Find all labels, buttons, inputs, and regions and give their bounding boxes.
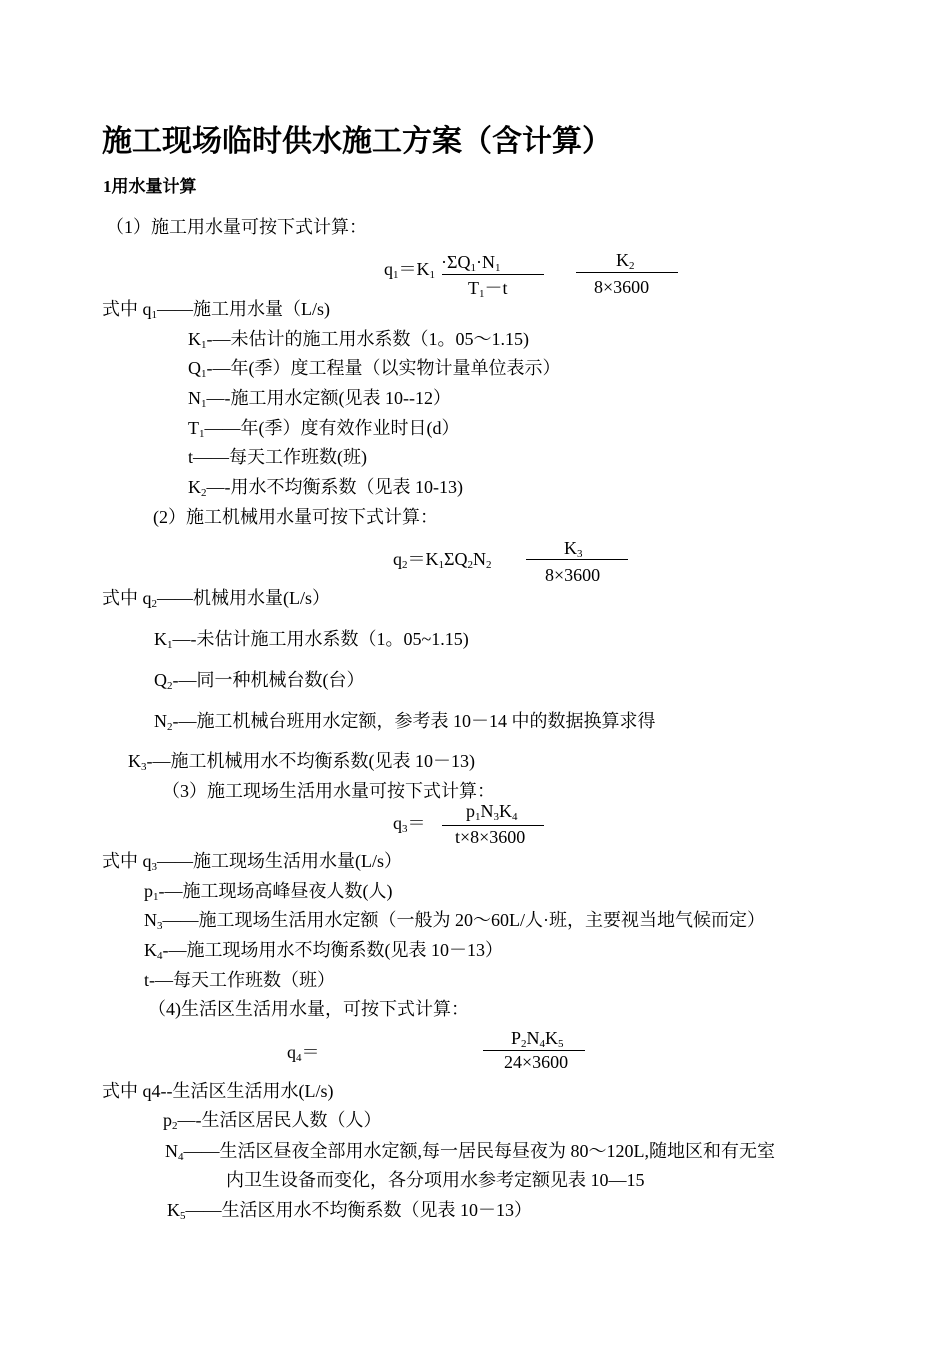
definition-line: $N_1—-$施工用水定额(见表 10--12） xyxy=(188,388,451,410)
formula-4-lhs: $q_4=$ xyxy=(287,1042,320,1064)
definition-line: $T_1——$年(季）度有效作业时日(d） xyxy=(188,418,460,440)
definition-line: 式中 $q_1——$施工用水量（L/s) xyxy=(102,299,330,321)
formula-1b-denominator: 8×3600 xyxy=(594,277,650,297)
formula-1-denominator: $T_1-t$ xyxy=(468,278,508,300)
definition-line: $N_2-—$施工机械台班用水定额，参考表 10－14 中的数据换算求得 xyxy=(154,711,656,733)
definition-line: $N_3——$施工现场生活用水定额（一般为 20～60L/人·班，主要视当地气候而定） xyxy=(144,910,765,932)
fraction-bar xyxy=(576,272,678,273)
formula-intro-2: (2）施工机械用水量可按下式计算： xyxy=(153,507,438,527)
section-heading: 1用水量计算 xyxy=(103,177,197,196)
definition-line: 式中 $q_2——$机械用水量(L/s） xyxy=(102,588,330,610)
formula-3-lhs: $q_3=$ xyxy=(393,813,426,835)
definition-line: $K_5——$生活区用水不均衡系数（见表 10－13） xyxy=(167,1200,532,1222)
definition-line: $K_4-—$施工现场用水不均衡系数(见表 10－13） xyxy=(144,940,503,962)
formula-1-numerator: $\cdot\Sigma Q_1\cdot N_1$ xyxy=(441,252,501,274)
formula-4-numerator: $P_2N_4K_5$ xyxy=(511,1028,564,1050)
formula-2-numerator: $K_3$ xyxy=(564,538,583,560)
page-title: 施工现场临时供水施工方案（含计算） xyxy=(102,125,612,158)
definition-line: $p_2—-$生活区居民人数（人） xyxy=(163,1110,382,1132)
definition-line: $K_3-—$施工机械用水不均衡系数(见表 10－13) xyxy=(128,751,475,773)
definition-line: $K_1-—$未估计的施工用水系数（1。05～1.15) xyxy=(188,329,529,351)
definition-line: $Q_2-—$同一种机械台数(台） xyxy=(154,670,365,692)
definition-line: 式中 $q_3——$施工现场生活用水量(L/s） xyxy=(102,851,402,873)
fraction-bar xyxy=(526,559,628,560)
definition-line: t-—每天工作班数（班） xyxy=(144,970,336,990)
formula-intro-4: （4)生活区生活用水量，可按下式计算： xyxy=(148,999,469,1019)
formula-3-numerator: $p_1N_3K_4$ xyxy=(466,801,518,823)
definition-line: $Q_1-—$年(季）度工程量（以实物计量单位表示） xyxy=(188,358,561,380)
formula-4-denominator: 24×3600 xyxy=(504,1052,569,1072)
formula-1-lhs: $q_1=K_1$ xyxy=(384,259,435,281)
formula-2-denominator: 8×3600 xyxy=(545,565,601,585)
formula-intro-1: （1）施工用水量可按下式计算： xyxy=(106,217,367,237)
definition-line: $p_1-—$施工现场高峰昼夜人数(人) xyxy=(144,881,393,903)
formula-intro-3: （3）施工现场生活用水量可按下式计算： xyxy=(162,781,495,801)
formula-1b-numerator: $K_2$ xyxy=(616,250,635,272)
definition-line: $N_4——$生活区昼夜全部用水定额,每一居民每昼夜为 80～120L,随地区和有无室 xyxy=(165,1141,775,1163)
definition-line: $K_1—-$未估计施工用水系数（1。05~1.15) xyxy=(154,629,469,651)
formula-3-denominator: t×8×3600 xyxy=(455,827,526,847)
definition-line: 式中 q4--生活区生活用水(L/s) xyxy=(102,1081,334,1101)
fraction-bar xyxy=(442,274,544,275)
formula-2-lhs: $q_2=K_1\Sigma Q_2N_2$ xyxy=(393,549,492,571)
definition-line: $K_2—-$用水不均衡系数（见表 10-13) xyxy=(188,477,463,499)
definition-line: t——每天工作班数(班) xyxy=(188,447,368,467)
definition-line: 内卫生设备而变化，各分项用水参考定额见表 10—15 xyxy=(226,1170,645,1190)
